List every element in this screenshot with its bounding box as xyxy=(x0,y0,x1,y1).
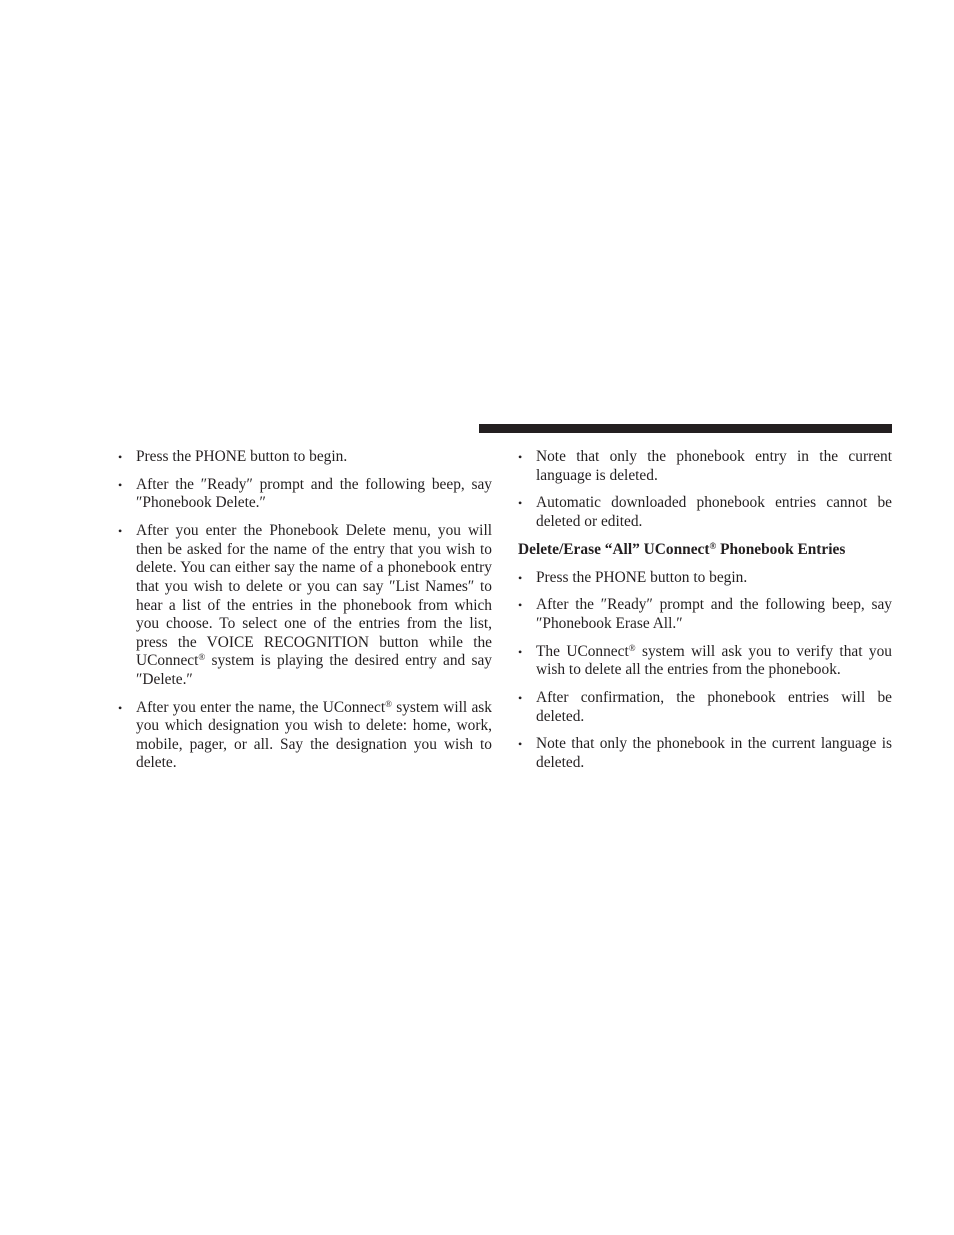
list-item xyxy=(118,699,492,773)
heading-text: Delete/Erase “All” UConnect xyxy=(518,540,710,558)
right-bullet-list-bottom xyxy=(518,569,892,773)
right-column xyxy=(518,448,892,782)
bullet-icon: • xyxy=(518,644,523,659)
right-bullet-list-top xyxy=(518,448,892,532)
item-text: Note that only the phonebook entry in the current language is deleted. xyxy=(536,448,892,484)
bullet-icon: • xyxy=(118,700,123,715)
item-text: After you enter the Phonebook Delete menu, you will then be asked for the name of the entry that you wish to delete. You can either say the name of a phonebook entry that you wish to delete or you can say ″List Names″ to hear a list of the entries in the phonebook from which you choose. To select one of the entries from the list, press the VOICE RECOGNITION button while the UConnect xyxy=(136,522,492,670)
item-text: system is playing the desired entry and say ″Delete.″ xyxy=(136,652,492,688)
item-text: Press the PHONE button to begin. xyxy=(536,568,748,586)
item-text: After the ″Ready″ prompt and the following beep, say ″Phonebook Delete.″ xyxy=(136,475,492,512)
bullet-icon: • xyxy=(118,450,123,464)
list-item xyxy=(118,476,492,513)
list-item xyxy=(118,522,492,689)
list-item xyxy=(518,569,892,588)
item-text: The UConnect xyxy=(536,642,629,660)
left-bullet-list xyxy=(118,448,492,773)
registered-mark: ® xyxy=(709,540,717,551)
heading-text: Phonebook Entries xyxy=(716,540,846,558)
bullet-icon: • xyxy=(518,496,523,511)
bullet-icon: • xyxy=(118,524,123,539)
section-header-rule xyxy=(479,424,892,433)
list-item xyxy=(518,596,892,633)
registered-mark: ® xyxy=(628,642,636,653)
item-text: Note that only the phonebook in the current language is deleted. xyxy=(536,735,892,772)
item-text: Press the PHONE button to begin. xyxy=(136,448,348,465)
bullet-icon: • xyxy=(518,598,523,613)
bullet-icon: • xyxy=(518,570,523,585)
bullet-icon: • xyxy=(118,477,123,492)
list-item xyxy=(518,494,892,531)
registered-mark: ® xyxy=(385,698,392,709)
item-text: After you enter the name, the UConnect xyxy=(136,698,386,716)
item-text: system will ask you to verify that you wish to delete all the entries from the phonebook. xyxy=(536,642,893,679)
item-text: After the ″Ready″ prompt and the following beep, say ″Phonebook Erase All.″ xyxy=(536,596,892,632)
list-item xyxy=(518,735,892,772)
left-column xyxy=(118,448,492,782)
item-text: Automatic downloaded phonebook entries cannot be deleted or edited. xyxy=(536,494,892,530)
section-heading xyxy=(518,541,892,560)
item-text: After confirmation, the phonebook entries will be deleted. xyxy=(536,689,892,725)
bullet-icon: • xyxy=(518,737,523,752)
list-item xyxy=(518,448,892,485)
bullet-icon: • xyxy=(518,450,523,464)
list-item xyxy=(518,689,892,726)
list-item xyxy=(118,448,492,467)
list-item xyxy=(518,643,892,680)
registered-mark: ® xyxy=(198,652,206,663)
bullet-icon: • xyxy=(518,691,523,706)
item-text: system will ask you which designation you wish to delete: home, work, mobile, pager, or all. Say the designation you wish to delete. xyxy=(136,698,492,772)
